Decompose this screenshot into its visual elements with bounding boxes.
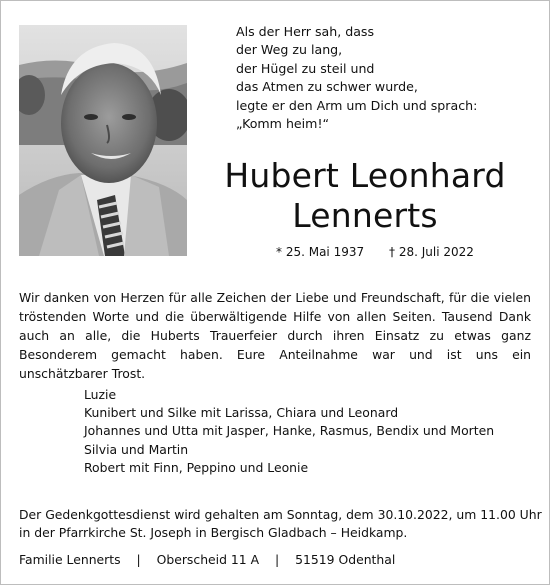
footer-street: Oberscheid 11 A (156, 552, 260, 567)
service-line: Der Gedenkgottesdienst wird gehalten am Sonntag, dem 30.10.2022, um 11.00 Uhr (19, 507, 542, 522)
family-member: Johannes und Utta mit Jasper, Hanke, Rasmus, Bendix und Morten (84, 423, 495, 439)
family-member: Robert mit Finn, Peppino und Leonie (84, 459, 309, 475)
poem-line: das Atmen zu schwer wurde, (236, 79, 418, 95)
poem-line: Als der Herr sah, dass (236, 24, 375, 39)
footer-address (19, 552, 395, 567)
deceased-first-names: Hubert Leonhard (224, 156, 506, 195)
deceased-name (205, 156, 525, 236)
death-date: † 28. Juli 2022 (389, 245, 474, 259)
birth-date: * 25. Mai 1937 (276, 245, 365, 259)
service-info (19, 506, 542, 542)
family-member: Luzie (84, 387, 117, 402)
footer-separator: | (136, 552, 141, 567)
footer-separator: | (275, 552, 280, 567)
poem-line: legte er den Arm um Dich und sprach: (236, 97, 478, 113)
poem (236, 23, 536, 133)
poem-line: „Komm heim!“ (236, 116, 330, 132)
service-line: in der Pfarrkirche St. Joseph in Bergisch Gladbach – Heidkamp. (19, 525, 408, 540)
poem-line: der Weg zu lang, (236, 42, 343, 58)
poem-line: der Hügel zu steil und (236, 60, 375, 76)
family-list (84, 386, 494, 477)
portrait-photo (19, 25, 187, 256)
footer-family-name: Familie Lennerts (19, 552, 121, 567)
thanks-paragraph: Wir danken von Herzen für alle Zeichen der Liebe und Freundschaft, für die vielen tröstenden Worte und die überwältigende Hilfe von allen Seiten. Tausend Dank auch an alle, die Huberts Trauerfeier durch ihren Einsatz zu etwas ganz Besonderem gemacht haben. Eure Anteilnahme war und ist uns ein unschätzbarer Trost. (19, 290, 531, 381)
family-member: Silvia und Martin (84, 441, 189, 457)
family-member: Kunibert und Silke mit Larissa, Chiara und Leonard (84, 405, 399, 421)
footer-city: 51519 Odenthal (295, 552, 396, 567)
deceased-last-name: Lennerts (292, 196, 438, 235)
